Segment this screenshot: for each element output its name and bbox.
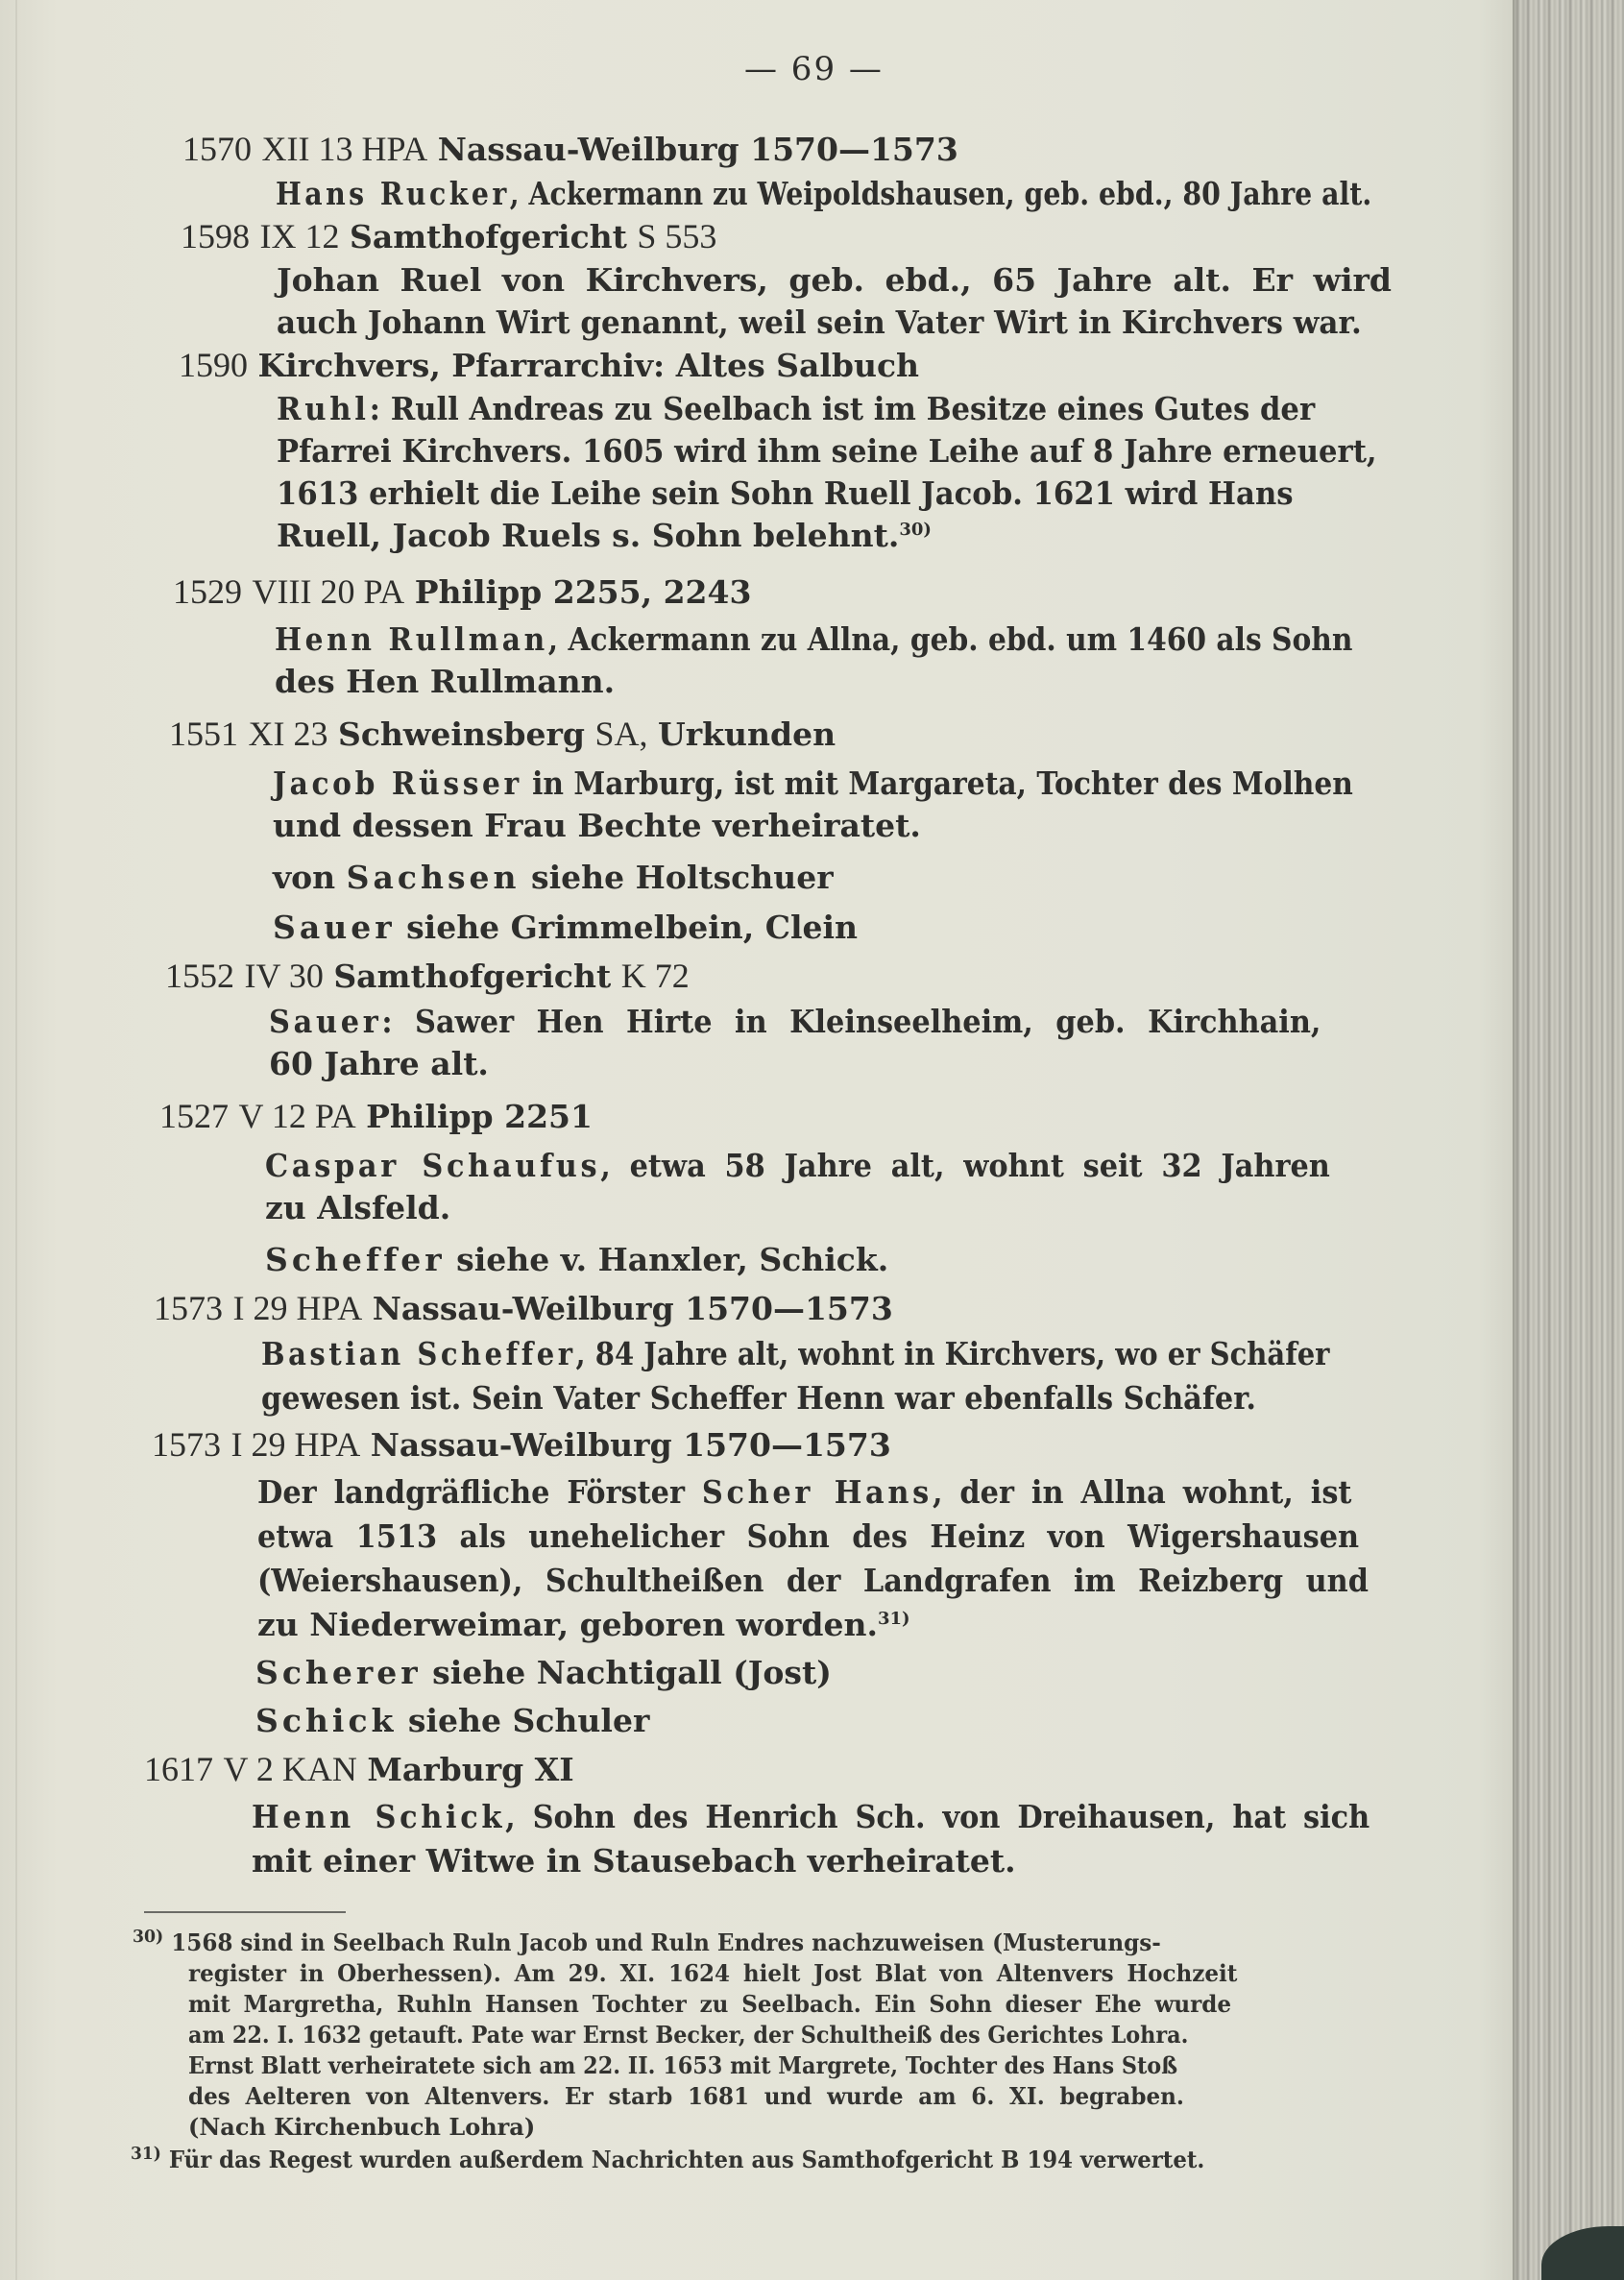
footnote-ref: 30) — [899, 520, 932, 540]
person-name: Schick — [255, 1702, 398, 1739]
entry-heading — [154, 1289, 893, 1328]
cross-reference: Schick siehe Schuler — [255, 1702, 650, 1739]
person-name: Caspar Schaufus — [265, 1147, 601, 1184]
entry-source: Samthofgericht — [350, 218, 627, 255]
entry-date: IV 30 — [244, 957, 324, 995]
entry-source: Philipp 2255, 2243 — [414, 573, 752, 611]
entry-source: Philipp 2251 — [366, 1098, 593, 1135]
entry-text: auch Johann Wirt genannt, weil sein Vater Wirt in Kirchvers war. — [277, 303, 1362, 341]
person-name: Ruhl — [277, 390, 370, 427]
footnote-mark: 30) — [133, 1927, 164, 1947]
entry-date-archive: V 2 KAN — [223, 1750, 357, 1788]
entry-archive-ref: S 553 — [637, 217, 717, 255]
entry-year: 1617 — [144, 1750, 213, 1788]
entry-text: 60 Jahre alt. — [269, 1045, 489, 1082]
entry-date-archive: V 12 PA — [238, 1097, 356, 1135]
entry-source: Marburg XI — [367, 1751, 574, 1788]
entry-heading — [152, 1425, 891, 1465]
person-name: Sachsen — [346, 859, 521, 896]
entry-text: des Hen Rullmann. — [275, 663, 616, 700]
page-edge-shadow — [1513, 0, 1522, 2280]
person-name: Scherer — [255, 1654, 422, 1691]
entry-heading — [165, 957, 690, 996]
footnote-mark: 31) — [131, 2144, 161, 2164]
footnote-line: Ernst Blatt verheiratete sich am 22. II. 1653 mit Margrete, Tochter des Hans Stoß — [188, 2051, 1178, 2079]
entry-year: 1552 — [165, 957, 234, 995]
entry-text: Henn Rullman, Ackermann zu Allna, geb. ebd. um 1460 als Sohn — [275, 620, 1353, 658]
footnote-line: register in Oberhessen). Am 29. XI. 1624 hielt Jost Blat von Altenvers Hochzeit — [188, 1959, 1238, 1987]
entry-source: Nassau-Weilburg 1570—1573 — [437, 131, 958, 168]
entry-text: zu Alsfeld. — [265, 1189, 451, 1226]
footnote-line: am 22. I. 1632 getauft. Pate war Ernst Becker, der Schultheiß des Gerichtes Lohra. — [188, 2021, 1189, 2049]
entry-text: und dessen Frau Bechte verheiratet. — [273, 807, 921, 844]
footnote-30: $^{30)}$ 1568 sind in Seelbach Ruln Jacob und Ruln Endres nachzuweisen (Musterungs- — [133, 1927, 1161, 1956]
entry-text: Jacob Rüsser in Marburg, ist mit Margareta, Tochter des Molhen — [273, 764, 1353, 802]
entry-year: 1573 — [154, 1289, 223, 1327]
entry-text: Hans Rucker, Ackermann zu Weipoldshausen, geb. ebd., 80 Jahre alt. — [276, 175, 1372, 212]
entry-heading — [179, 346, 919, 385]
entry-text: (Weiershausen), Schultheißen der Landgrafen im Reizberg und — [257, 1562, 1369, 1599]
entry-source: Nassau-Weilburg 1570—1573 — [370, 1426, 891, 1464]
entry-text: zu Niederweimar, geboren worden.$^{31)}$ — [257, 1606, 910, 1643]
person-name: Sauer — [269, 1003, 382, 1040]
entry-year: 1551 — [169, 715, 238, 753]
entry-archive-ref: SA, — [594, 715, 648, 753]
entry-source: Schweinsberg — [338, 716, 585, 753]
entry-text: Henn Schick, Sohn des Henrich Sch. von Dreihausen, hat sich — [252, 1798, 1370, 1835]
entry-text: Sauer: Sawer Hen Hirte in Kleinseelheim, geb. Kirchhain, — [269, 1003, 1321, 1040]
entry-heading — [169, 715, 836, 754]
entry-date-archive: XII 13 HPA — [261, 130, 428, 168]
entry-date: XI 23 — [248, 715, 328, 753]
entry-text: Pfarrei Kirchvers. 1605 wird ihm seine Leihe auf 8 Jahre erneuert, — [277, 432, 1377, 470]
person-name: Jacob Rüsser — [273, 764, 522, 802]
cross-reference: Scheffer siehe v. Hanxler, Schick. — [265, 1241, 889, 1278]
entry-text: Der landgräfliche Förster Scher Hans, der in Allna wohnt, ist — [257, 1473, 1352, 1511]
entry-year: 1590 — [179, 346, 248, 384]
footnote-line: (Nach Kirchenbuch Lohra) — [188, 2113, 536, 2141]
entry-text: Ruhl: Rull Andreas zu Seelbach ist im Besitze eines Gutes der — [277, 390, 1316, 427]
person-name: Sauer — [273, 909, 396, 946]
entry-text: etwa 1513 als unehelicher Sohn des Heinz von Wigershausen — [257, 1517, 1360, 1555]
footnote-31: $^{31)}$ Für das Regest wurden außerdem Nachrichten aus Samthofgericht B 194 verwertet. — [131, 2144, 1205, 2173]
entry-date-archive: I 29 HPA — [232, 1289, 363, 1327]
entry-heading — [181, 217, 716, 256]
entry-source: Nassau-Weilburg 1570—1573 — [372, 1290, 893, 1327]
footnote-ref: 31) — [877, 1609, 910, 1629]
entry-text: 1613 erhielt die Leihe sein Sohn Ruell Jacob. 1621 wird Hans — [277, 474, 1294, 512]
entry-text: Ruell, Jacob Ruels s. Sohn belehnt.$^{30)}$ — [277, 517, 932, 554]
entry-source-detail: Urkunden — [658, 716, 836, 753]
cross-reference: Sauer siehe Grimmelbein, Clein — [273, 909, 859, 946]
entry-heading — [159, 1097, 593, 1136]
footnote-line: des Aelteren von Altenvers. Er starb 1681 und wurde am 6. XI. begraben. — [188, 2082, 1184, 2110]
gutter-fold — [15, 0, 17, 2280]
entry-source: Samthofgericht — [333, 958, 612, 995]
entry-text: Caspar Schaufus, etwa 58 Jahre alt, wohnt seit 32 Jahren — [265, 1147, 1330, 1184]
entry-year: 1573 — [152, 1425, 221, 1464]
entry-year: 1598 — [181, 217, 250, 255]
person-name: Hans Rucker — [276, 175, 510, 212]
entry-date-archive: VIII 20 PA — [252, 572, 405, 611]
footnote-separator — [144, 1911, 346, 1913]
entry-text: Johan Ruel von Kirchvers, geb. ebd., 65 Jahre alt. Er wird — [277, 261, 1392, 299]
entry-archive-ref: K 72 — [620, 957, 690, 995]
entry-date: IX 12 — [259, 217, 340, 255]
cross-reference: Scherer siehe Nachtigall (Jost) — [255, 1654, 832, 1691]
entry-year: 1529 — [173, 572, 242, 611]
entry-text: mit einer Witwe in Stausebach verheiratet. — [252, 1842, 1016, 1880]
person-name: Scheffer — [265, 1241, 446, 1278]
page-number: — 69 — — [744, 50, 884, 88]
footnote-line: mit Margretha, Ruhln Hansen Tochter zu Seelbach. Ein Sohn dieser Ehe wurde — [188, 1990, 1231, 2018]
entry-heading — [182, 130, 958, 169]
entry-heading — [144, 1750, 574, 1789]
entry-source: Kirchvers, Pfarrarchiv: Altes Salbuch — [257, 347, 920, 384]
entry-heading — [173, 572, 751, 612]
person-name: Henn Rullman — [275, 620, 548, 658]
entry-text: gewesen ist. Sein Vater Scheffer Henn war ebenfalls Schäfer. — [261, 1379, 1256, 1417]
person-name: Scher Hans — [701, 1473, 933, 1511]
book-page-edges — [1513, 0, 1624, 2280]
entry-text: Bastian Scheffer, 84 Jahre alt, wohnt in Kirchvers, wo er Schäfer — [261, 1335, 1330, 1372]
entry-year: 1570 — [182, 130, 252, 168]
entry-date-archive: I 29 HPA — [230, 1425, 361, 1464]
cross-reference: von Sachsen siehe Holtschuer — [273, 859, 834, 896]
person-name: Bastian Scheffer — [261, 1335, 576, 1372]
person-name: Henn Schick — [252, 1798, 506, 1835]
entry-year: 1527 — [159, 1097, 229, 1135]
